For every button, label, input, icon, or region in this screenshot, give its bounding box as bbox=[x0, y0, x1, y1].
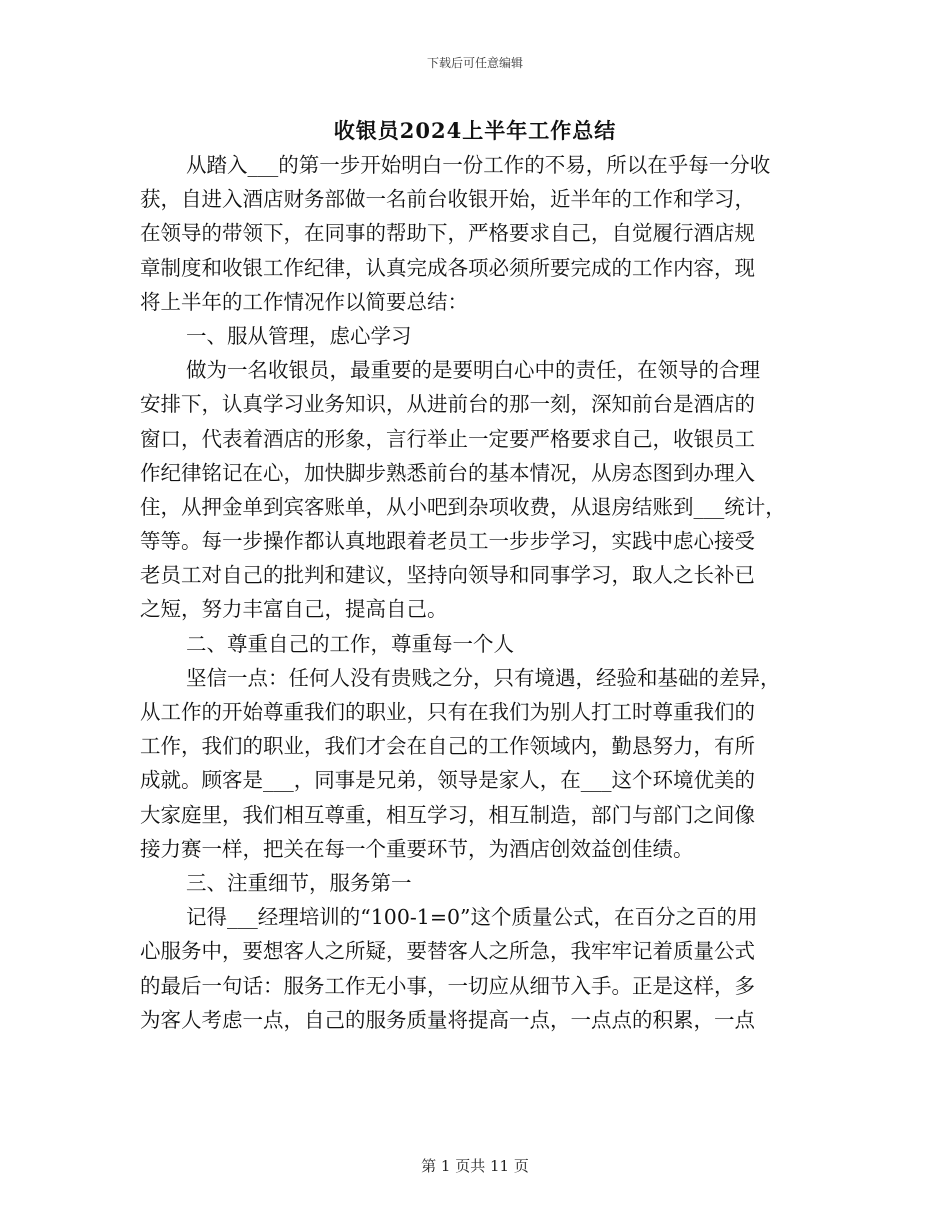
body-line: 记得___经理培训的“100-1=0”这个质量公式，在百分之百的用 bbox=[186, 905, 758, 930]
body-line: 章制度和收银工作纪律，认真完成各项必须所要完成的工作内容，现 bbox=[140, 255, 755, 280]
body-line: 等等。每一步操作都认真地跟着老员工一步步学习，实践中虑心接受 bbox=[140, 529, 755, 554]
body-line: 工作，我们的职业，我们才会在自己的工作领域内，勤恳努力，有所 bbox=[140, 734, 755, 759]
body-line: 在领导的带领下，在同事的帮助下，严格要求自己，自觉履行酒店规 bbox=[140, 221, 755, 246]
body-line: 三、注重细节，服务第一 bbox=[186, 870, 412, 895]
body-line: 为客人考虑一点，自己的服务质量将提高一点，一点点的积累，一点 bbox=[140, 1007, 755, 1032]
body-line: 之短，努力丰富自己，提高自己。 bbox=[140, 597, 448, 622]
page-number-footer: 第 1 页共 11 页 bbox=[421, 1157, 529, 1175]
body-line: 一、服从管理，虑心学习 bbox=[186, 323, 412, 348]
body-line: 从工作的开始尊重我们的职业，只有在我们为别人打工时尊重我们的 bbox=[140, 700, 755, 724]
body-line: 住，从押金单到宾客账单，从小吧到杂项收费，从退房结账到___统计， bbox=[140, 494, 786, 519]
body-line: 接力赛一样，把关在每一个重要环节，为酒店创效益创佳绩。 bbox=[140, 836, 694, 861]
body-line: 作纪律铭记在心，加快脚步熟悉前台的基本情况，从房态图到办理入 bbox=[140, 460, 755, 485]
body-line: 窗口，代表着酒店的形象，言行举止一定要严格要求自己，收银员工 bbox=[140, 426, 755, 451]
body-line: 坚信一点：任何人没有贵贱之分，只有境遇，经验和基础的差异， bbox=[186, 665, 781, 690]
body-line: 做为一名收银员，最重要的是要明白心中的责任，在领导的合理 bbox=[186, 358, 760, 383]
body-line: 安排下，认真学习业务知识，从进前台的那一刻，深知前台是酒店的 bbox=[140, 392, 755, 417]
body-line: 大家庭里，我们相互尊重，相互学习，相互制造，部门与部门之间像 bbox=[140, 802, 755, 827]
body-line: 成就。顾客是___，同事是兄弟，领导是家人，在___这个环境优美的 bbox=[140, 768, 755, 793]
document-body bbox=[140, 148, 830, 1037]
document-title: 收银员2024上半年工作总结 bbox=[333, 118, 617, 143]
body-line: 二、尊重自己的工作，尊重每一个人 bbox=[186, 631, 514, 656]
body-line: 将上半年的工作情况作以简要总结： bbox=[140, 289, 468, 314]
body-line: 老员工对自己的批判和建议，坚持向领导和同事学习，取人之长补已 bbox=[140, 563, 755, 588]
body-line: 心服务中，要想客人之所疑，要替客人之所急，我牢牢记着质量公式 bbox=[140, 939, 755, 964]
header-note: 下载后可任意编辑 bbox=[426, 56, 523, 70]
body-line: 的最后一句话：服务工作无小事，一切应从细节入手。正是这样，多 bbox=[140, 973, 755, 998]
body-line: 获，自进入酒店财务部做一名前台收银开始，近半年的工作和学习， bbox=[140, 187, 755, 212]
body-line: 从踏入___的第一步开始明白一份工作的不易，所以在乎每一分收 bbox=[186, 153, 771, 177]
